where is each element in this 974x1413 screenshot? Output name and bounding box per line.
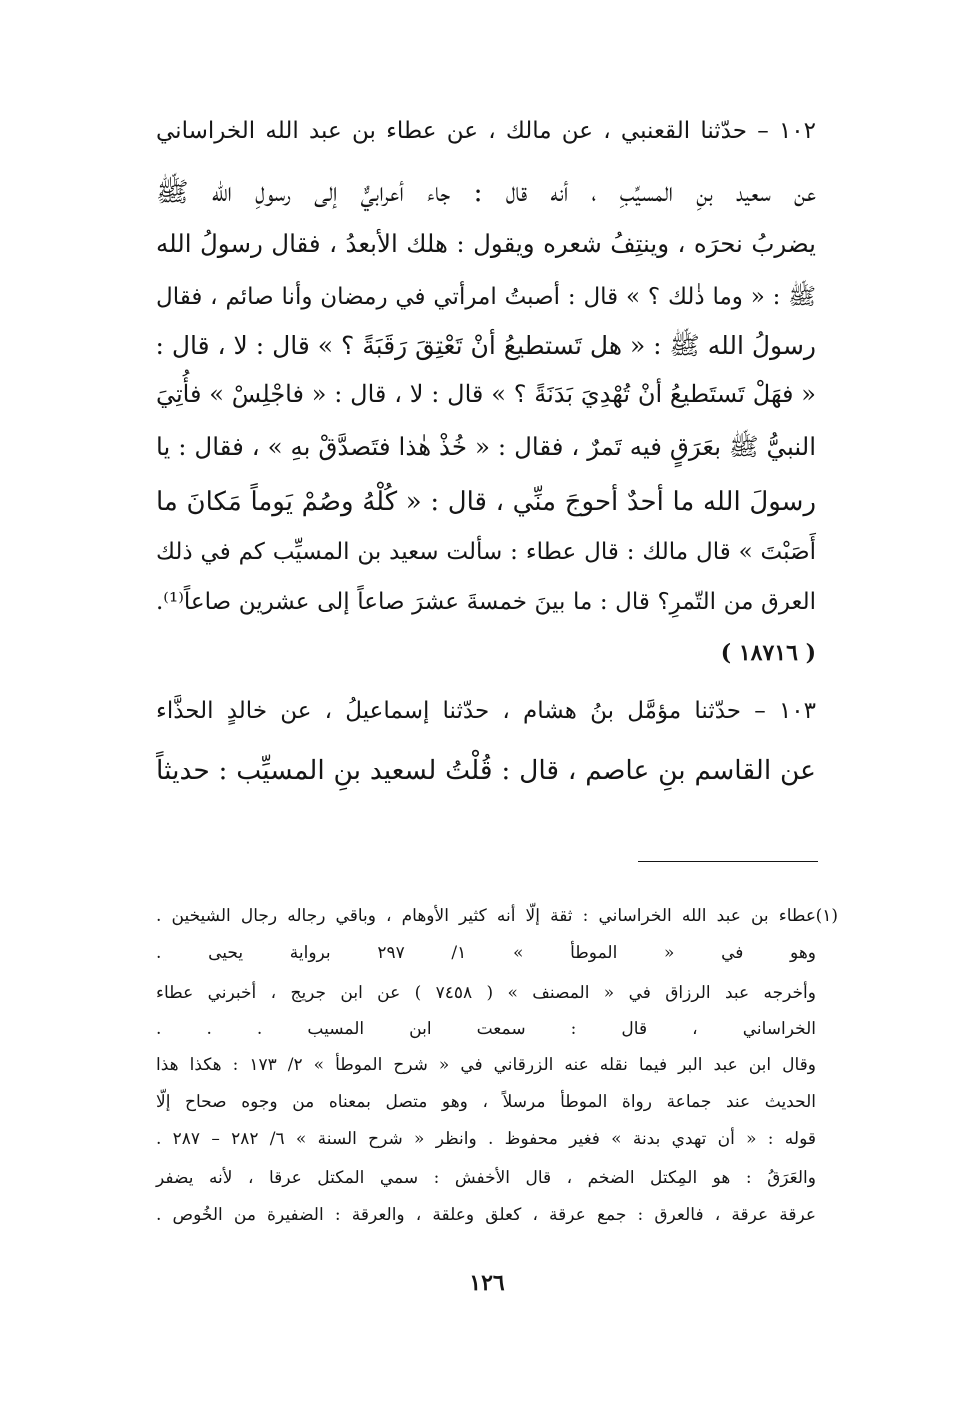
footnote-line-6: الحديث عند جماعة رواة الموطأ مرسلاً ، وهو متصل بمعناه من وجوه صحاح إلّا	[156, 1092, 816, 1112]
hadith-102-line-6: النبيُّ ﷺ بعَرَقٍ فيه تَمرٌ ، فقال : « خُذْ هٰذا فتَصدَّقْ بهِ » ، فقال : يا	[156, 432, 816, 461]
footnote-line-4: الخراساني ، قال : سمعت ابن المسيب . . .	[156, 1019, 816, 1039]
hadith-102-isnad: ١٠٢ – حدّثنا القعنبي ، عن مالك ، عن عطاء بن عبد الله الخراساني	[156, 118, 816, 144]
footnote-line-8: والعَرَقُ : هو المِكتل الضخم ، قال الأخفش : سمي المكتل عرقا ، لأنه يضفر	[156, 1168, 816, 1188]
footnote-line-7: قوله : « أن تهدي بدنة » فغير محفوظ . وانظر « شرح السنة » ٦/ ٢٨٢ – ٢٨٧ .	[156, 1129, 816, 1149]
hadith-102-line-2: يضربُ نحرَه ، وينتِفُ شعره ويقول : هلك الأبعدُ ، فقال رسولُ الله	[156, 229, 816, 258]
footnote-number: (١)	[815, 906, 838, 926]
hadith-102-line-7: رسولَ الله ما أحدٌ أحوجَ منِّي ، قال : « كُلْهُ وصُمْ يَوماً مَكانَ ما	[156, 487, 816, 517]
page-number: ١٢٦	[469, 1270, 505, 1296]
footnote-line-5: وقال ابن عبد البر فيما نقله عنه الزرقاني في « شرح الموطأ » ٢/ ١٧٣ : هكذا هذا	[156, 1055, 816, 1075]
hadith-102-line-4: رسولُ الله ﷺ : « هل تَستطيعُ أنْ تَعْتِقَ رَقَبَةً ؟ » قال : لا ، قال :	[155, 331, 816, 360]
footnote-line-2: وهو في « الموطأ » ١/ ٢٩٧ برواية يحيى .	[156, 943, 816, 963]
footnote-line-3: وأخرجه عبد الرزاق في « المصنف » ( ٧٤٥٨ ) عن ابن جريج ، أخبرني عطاء	[156, 983, 816, 1003]
hadith-102-line-3: ﷺ : « وما ذٰلك ؟ » قال : أصبتُ امرأتي في رمضان وأنا صائم ، فقال	[156, 284, 816, 310]
hadith-102-line-1: عن سعيد بنِ المسيِّبِ ، أنه قال : جاء أعرابيٌّ إلى رسولِ الله ﷺ	[156, 177, 816, 208]
footnote-line-1: عطاء بن عبد الله الخراساني : ثقة إلّا أنه كثير الأوهام ، وباقي رجاله رجال الشيخين .	[156, 906, 816, 926]
hadith-102-line-9: العرق من التّمرِ؟ قال : ما بينَ خمسةَ عشرَ صاعاً إلى عشرين صاعاً⁽¹⁾.	[156, 589, 816, 615]
hadith-102-line-8: أَصَبْتَ » قال مالك : قال عطاء : سألت سعيد بن المسيِّب كم في ذلك	[156, 539, 816, 565]
footnote-separator	[638, 861, 818, 862]
hadith-103-line-1: عن القاسم بنِ عاصم ، قال : قُلْتُ لسعيد بنِ المسيِّب : حديثاً	[156, 755, 816, 786]
footnote-line-9: عرقة عرقة ، فالعرق : جمع عرقة ، كعلق وعلقة ، والعرقة : الضفيرة من الخُوص .	[156, 1205, 816, 1225]
hadith-102-reference-number: ( ١٨٧١٦ )	[720, 640, 816, 666]
hadith-102-line-5: « فهَلْ تَستَطيعُ أنْ تُهْدِيَ بَدَنَةً ؟ » قال : لا ، قال : « فاجْلِسْ » فأُتِيَ	[156, 380, 816, 408]
hadith-103-isnad: ١٠٣ – حدّثنا مؤمَّل بنُ هشام ، حدّثنا إسماعيلُ ، عن خالدٍ الحذَّاء	[156, 698, 816, 724]
